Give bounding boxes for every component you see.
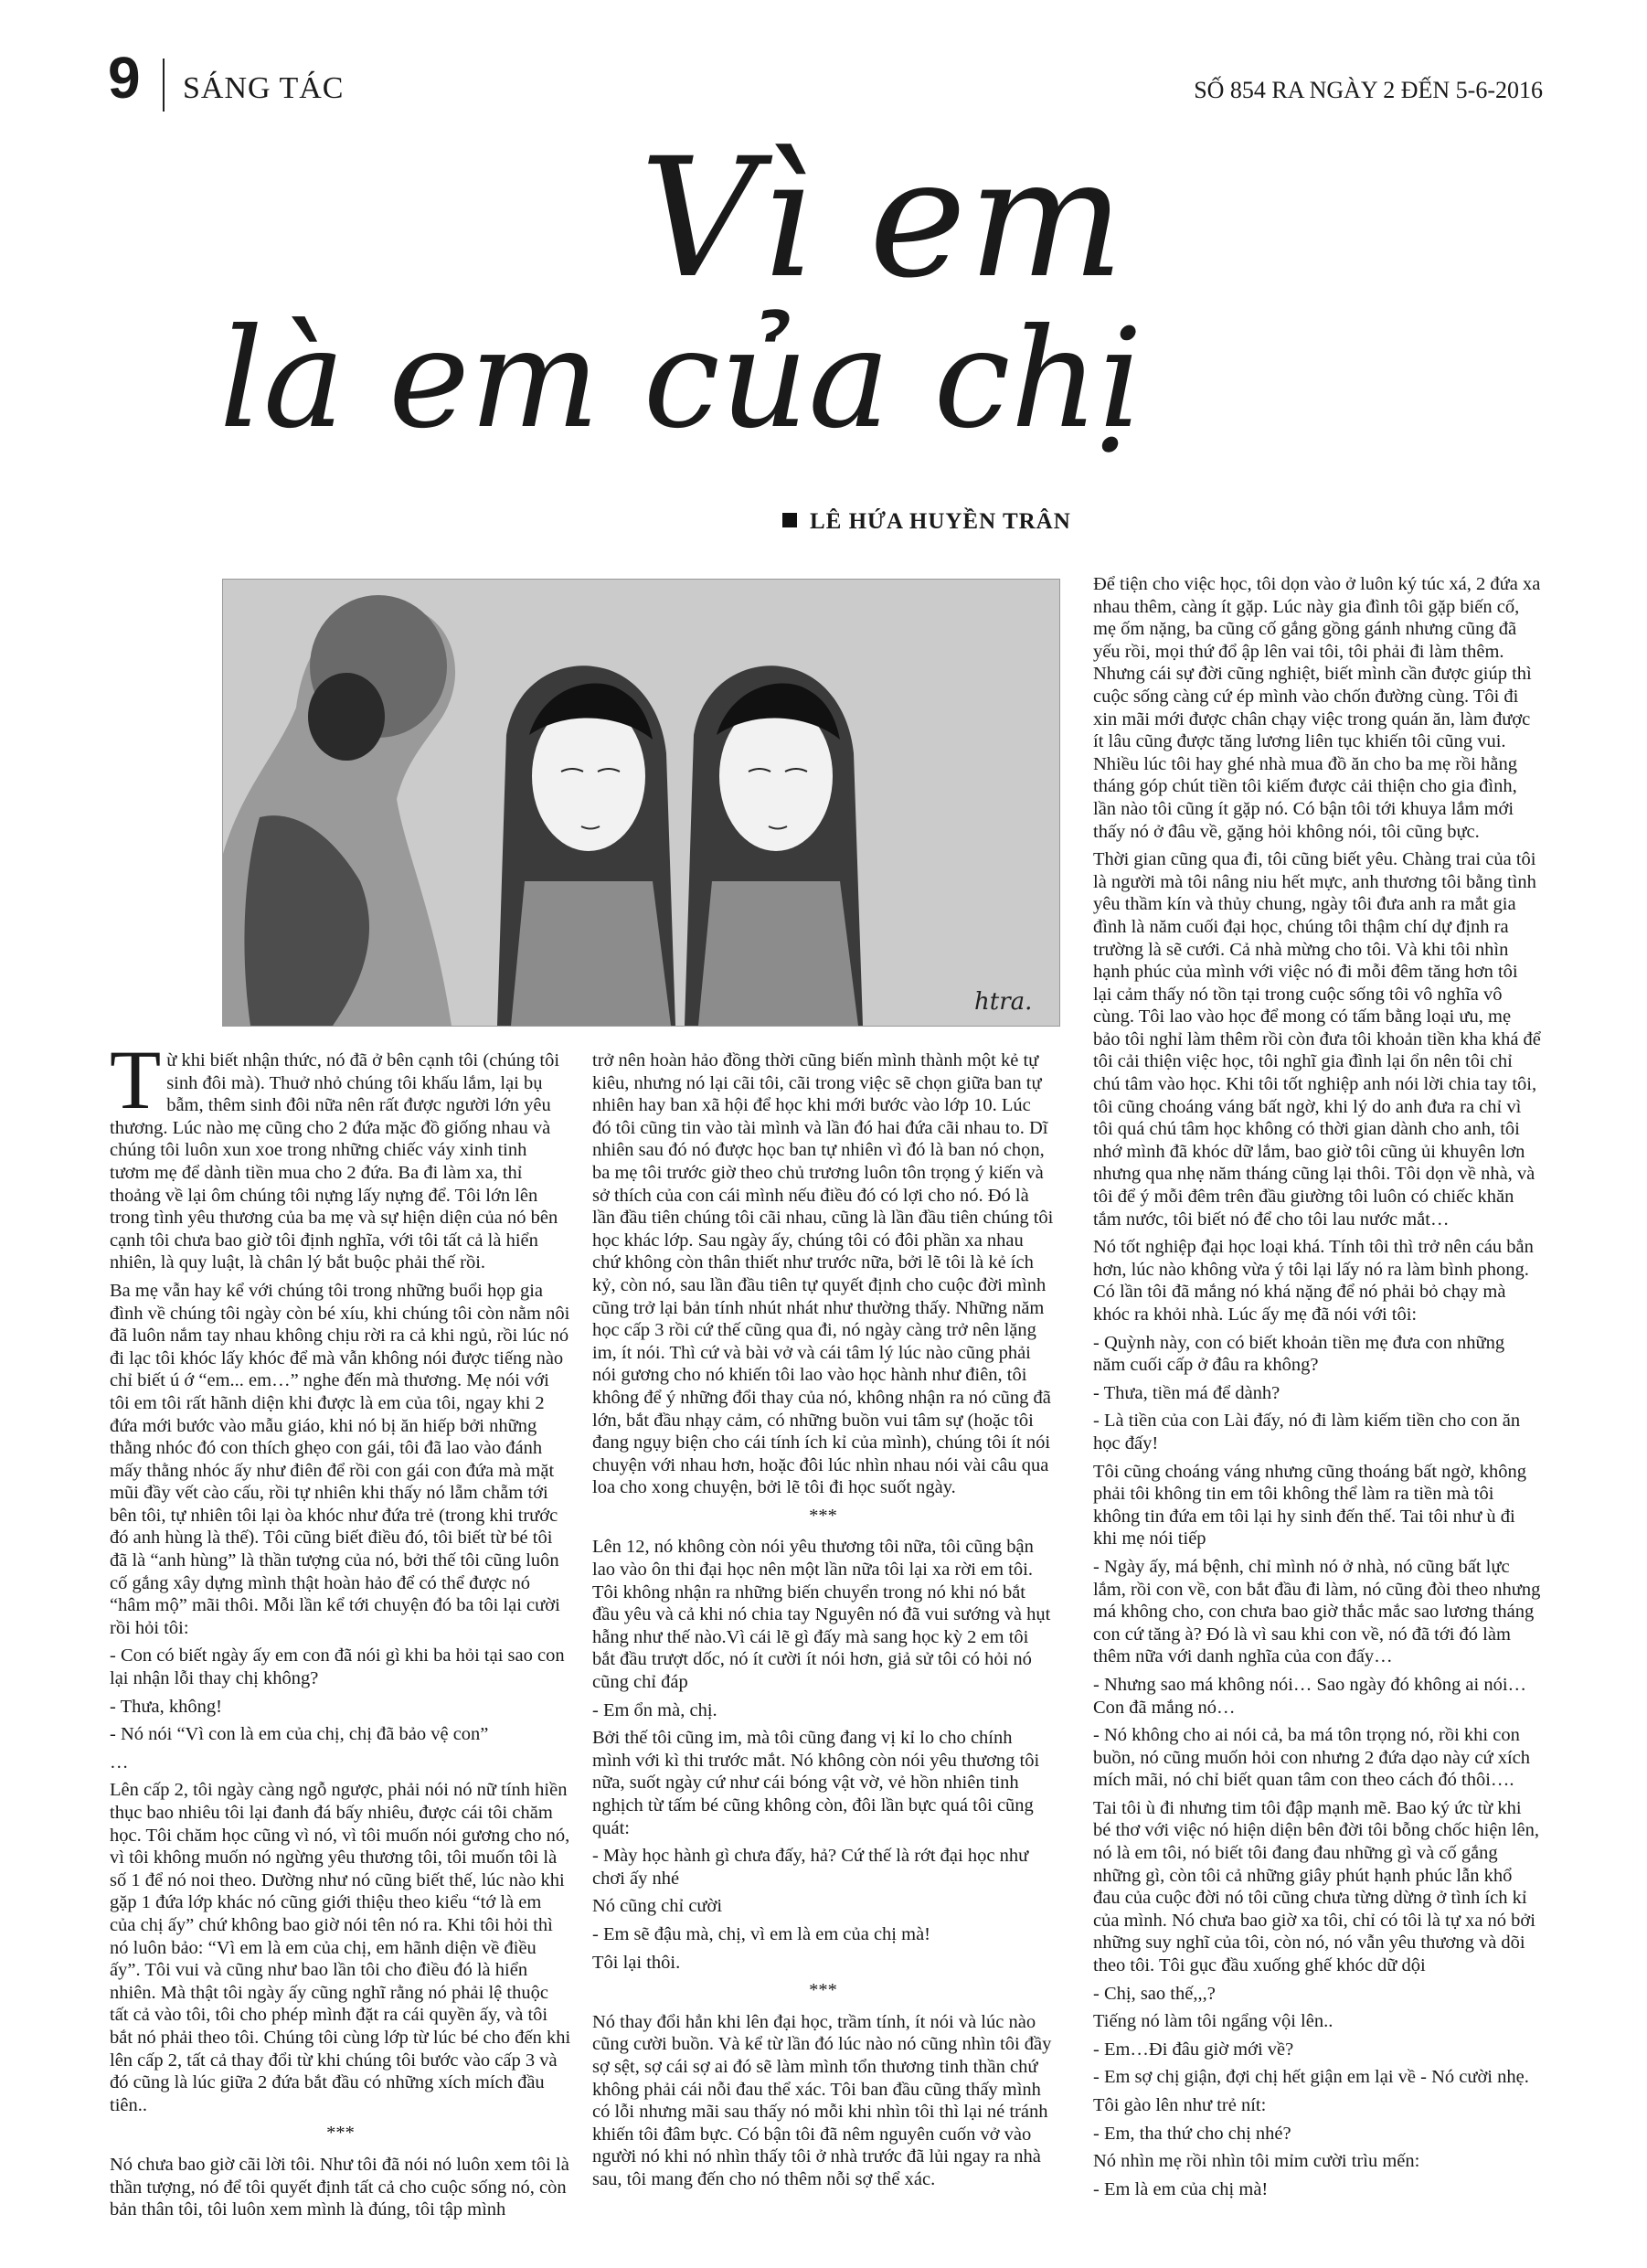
paragraph: - Nó nói “Vì con là em của chị, chị đã bảo vệ con” <box>110 1724 489 1745</box>
paragraph: - Là tiền của con Lài đấy, nó đi làm kiếm tiền cho con ăn học đấy! <box>1093 1411 1521 1453</box>
paragraph: - Em sợ chị giận, đợi chị hết giận em lại về - Nó cười nhẹ. <box>1093 2067 1529 2088</box>
author-name: LÊ HỨA HUYỀN TRÂN <box>810 509 1071 534</box>
paragraph: - Ngày ấy, má bệnh, chỉ mình nó ở nhà, nó cũng bất lực lắm, rồi con về, con bắt đầu đi làm, nó cũng đòi theo nhưng má không cho, con chưa bao giờ thắc mắc sao lương tháng con cứ tăng à? Đó là vì sau khi con về, nó đã tới đó làm thêm nữa với danh nghĩa của con đấy… <box>1093 1556 1541 1667</box>
paragraph: Tai tôi ù đi nhưng tim tôi đập mạnh mẽ. Bao ký ức từ khi bé thơ với việc nó hiện diện bên đời tôi bỗng chốc hiện lên, nó là em tôi, nó biết tôi đang đau những gì và cố gắng những gì, còn tôi cả những giây phút hạnh phúc lẫn khổ đau của cuộc đời nó tôi cũng chưa từng dừng ở tình ích kỉ của mình. Nó chưa bao giờ xa tôi, chỉ có tôi là tự xa nó bởi những suy nghĩ của tôi, còn nó, nó vẫn yêu thương và dõi theo tôi. Tôi gục đầu xuống ghế khóc dữ dội <box>1093 1797 1539 1976</box>
issue-info: SỐ 854 RA NGÀY 2 ĐẾN 5-6-2016 <box>1194 77 1543 103</box>
column-2 <box>592 1049 1054 2197</box>
article-title <box>219 123 1143 475</box>
column-1 <box>110 1033 571 2227</box>
author-byline <box>782 509 1071 535</box>
paragraph: Bởi thế tôi cũng im, mà tôi cũng đang vị kỉ lo cho chính mình với kì thi trước mắt. Nó không còn nói yêu thương tôi nữa, suốt ngày cứ như cái bóng vật vờ, vẻ hồn nhiên tinh nghịch từ tấm bé cũng không còn, đôi lần bực quá tôi cũng quát: <box>592 1728 1040 1838</box>
paragraph: Nó cũng chỉ cười <box>592 1896 723 1917</box>
section-break: *** <box>809 1980 837 2001</box>
section-break: *** <box>326 2123 355 2144</box>
paragraph: Nó tốt nghiệp đại học loại khá. Tính tôi thì trở nên cáu bẳn hơn, lúc nào không vừa ý tôi lại lấy nó ra làm bình phong. Có lần tôi đã mắng nó khá nặng để nó phải bỏ chạy mà khóc ra khỏi nhà. Lúc ấy mẹ đã nói với tôi: <box>1093 1237 1534 1325</box>
paragraph: - Em là em của chị mà! <box>1093 2178 1269 2199</box>
paragraph: Từ khi biết nhận thức, nó đã ở bên cạnh tôi (chúng tôi sinh đôi mà). Thuở nhỏ chúng tôi khấu lắm, lại bụ bẫm, thêm sinh đôi nữa nên rất được người lớn yêu thương. Lúc nào mẹ cũng cho 2 đứa mặc đồ giống nhau và chúng tôi luôn xun xoe trong những chiếc váy xinh tinh tươm mẹ để dành tiền mua cho 2 đứa. Ba đi làm xa, thỉ thoảng về lại ôm chúng tôi nựng lấy nựng để. Tôi lớn lên trong tình yêu thương của ba mẹ và sự hiện diện của nó bên cạnh tôi chưa bao giờ tôi định nghĩa, với tôi tất cả là hiển nhiên, là quy luật, là chân lý bắt buộc phải thế rồi. <box>110 1033 560 1273</box>
illustration-drawing <box>223 580 1059 1026</box>
paragraph: Tiếng nó làm tôi ngẩng vội lên.. <box>1093 2011 1334 2032</box>
paragraph: Ba mẹ vẫn hay kể với chúng tôi trong những buổi họp gia đình về chúng tôi ngày còn bé xíu, khi chúng tôi còn nằm nôi đã luôn nắm tay nhau không chịu rời ra cả khi ngủ, rồi lúc nó đi lạc tôi khóc lấy khóc để mà vẫn không nói được tiếng nào chỉ biết ú ớ “em... em…” nghe đến mà thương. Mẹ nói với tôi em tôi rất hãnh diện khi được là em của tôi, ngay khi 2 đứa mới bước vào mẫu giáo, khi nó bị ăn hiếp bởi những thằng nhóc đó con thích ghẹo con gái, tôi đã lao vào đánh mấy thằng nhóc ấy như điên để rồi con gái con đứa mà mặt mũi đầy vết cào cấu, rồi tự nhiên khi thấy nó lẵm chẵm tới bên tôi, tự nhiên tôi lại òa khóc như đứa trẻ (trong khi trước đó anh hùng là thế). Tôi cũng biết điều đó, tôi biết từ bé tôi đã là “anh hùng” là thần tượng của nó, bởi thế tôi cũng luôn cố gắng xây dựng mình thật hoàn hảo để có thể được nó “hâm mộ” mãi thôi. Mỗi lần kể tới chuyện đó ba tôi lại cười rồi hỏi tôi: <box>110 1280 570 1638</box>
article-illustration <box>222 579 1060 1027</box>
paragraph: trở nên hoàn hảo đồng thời cũng biến mình thành một kẻ tự kiêu, nhưng nó lại cãi tôi, cãi trong việc sẽ chọn giữa ban tự nhiên hay ban xã hội để học khi mới bước vào lớp 10. Lúc đó tôi cũng tin vào tài mình và lần đó hai đứa cãi nhau to. Dĩ nhiên sau đó nó được học ban tự nhiên vì đó là ban nó chọn, ba mẹ tôi trước giờ theo chủ trương luôn tôn trọng ý kiến và sở thích của con cái mình nếu điều đó có lợi cho nó. Đó là lần đầu tiên chúng tôi cãi nhau, cũng là lần đầu tiên chúng tôi học khác lớp. Sau ngày ấy, chúng tôi có đôi phần xa nhau chứ không còn thân thiết như trước nữa, bởi lẽ tôi là kẻ ích kỷ, còn nó, sau lần đầu tiên tự quyết định cho cuộc đời mình cũng trở lại bản tính nhút nhát như thường thấy. Những năm học cấp 3 rồi cứ thế cũng qua đi, nó ngày càng trở nên lặng im, ít nói. Thì cứ và bài vở và cái tâm lý lúc nào cũng phải nói gương cho nó khiến tôi lao vào học hành như điên, tôi không để ý những đổi thay của nó, không nhận ra nó cũng đã lớn, bắt đầu nhạy cảm, có những buồn vui tâm sự (hoặc tôi đang ngụy biện cho cái tính ích kỉ của mình), chúng tôi ít nói chuyện với nhau hơn, hoặc đôi lúc nhìn nhau nói vài câu qua loa cho xong chuyện, bởi lẽ tôi đi học suốt ngày. <box>592 1050 1054 1498</box>
illustration-signature: htra. <box>974 988 1033 1016</box>
paragraph: - Thưa, không! <box>110 1696 222 1717</box>
page-header <box>108 45 1543 115</box>
title-line-1: Vì em <box>640 123 1126 314</box>
paragraph: - Em sẽ đậu mà, chị, vì em là em của chị mà! <box>592 1923 931 1944</box>
header-divider <box>163 59 165 112</box>
paragraph: Thời gian cũng qua đi, tôi cũng biết yêu. Chàng trai của tôi là người mà tôi nâng niu hết mực, anh thương tôi bằng tình yêu thầm kín và thủy chung, ngày tôi đưa anh ra mắt gia đình là năm cuối đại học, chúng tôi thậm chí dự định ra trường là sẽ cưới. Cả nhà mừng cho tôi. Và khi tôi nhìn hạnh phúc của mình với việc nó đi mỗi đêm tăng hơn tôi lại cảm thấy nó tồn tại trong cuộc sống tôi vô nghĩa vô cùng. Tôi lao vào học để mong có tấm bằng loại ưu, mẹ bảo tôi nghỉ làm thêm rồi còn đưa tôi khoản tiền kha khá để tôi cải thiện việc học, tôi nghĩ gia đình lại ổn nên tôi chỉ chú tâm vào học. Khi tôi tốt nghiệp anh nói lời chia tay tôi, tôi cũng choáng váng bất ngờ, khi lý do anh đưa ra chỉ vì tôi quá chú tâm học không có thời gian dành cho anh, tôi nhớ mình đã khóc dữ lắm, bao giờ tôi cũng ủi khuyên lơn nhưng qua nhẹ năm tháng cũng lại thôi. Tôi dọn về nhà, và tôi để ý mỗi đêm trên đầu giường tôi luôn có chiếc khăn tắm nước, tôi biết nó để cho tôi lau nước mắt… <box>1093 849 1541 1230</box>
byline-bullet-icon <box>782 513 797 527</box>
paragraph: - Mày học hành gì chưa đấy, hả? Cứ thế là rớt đại học như chơi ấy nhé <box>592 1846 1029 1889</box>
column-3 <box>1093 573 1541 2206</box>
paragraph: - Thưa, tiền má để dành? <box>1093 1382 1280 1403</box>
paragraph: Để tiện cho việc học, tôi dọn vào ở luôn ký túc xá, 2 đứa xa nhau thêm, càng ít gặp. Lúc này gia đình tôi gặp biến cố, mẹ ốm nặng, ba cũng cố gắng gồng gánh nhưng cũng đã yếu rồi, mọi thứ đổ ập lên vai tôi, tôi phải đi làm thêm. Nhưng cái sự đời cũng nghiệt, biết mình cần được giúp thì cuộc sống càng cứ ép mình vào chốn đường cùng. Tôi đi xin mãi mới được chân chạy việc trong quán ăn, làm được ít lâu cũng được tăng lương liên tục khiến tôi cũng vui. Nhiều lúc tôi hay ghé nhà mua đồ ăn cho ba mẹ rồi hằng tháng góp chút tiền tôi kiếm được cải thiện cho gia đình, lần nào tôi cũng ít gặp nó. Có bận tôi tới khuya lắm mới thấy nó ở đâu về, gặng hỏi không nói, tôi cũng bực. <box>1093 574 1541 842</box>
title-line-2: là em của chị <box>219 300 1143 459</box>
paragraph: Tôi lại thôi. <box>592 1952 681 1973</box>
paragraph: - Chị, sao thế,,,? <box>1093 1983 1216 2004</box>
paragraph: Tôi cũng choáng váng nhưng cũng thoáng bất ngờ, không phải tôi không tin em tôi không thể làm ra tiền mà tôi không tin đứa em tôi lại hy sinh đến thế. Tai tôi như ù đi khi mẹ nói tiếp <box>1093 1461 1527 1549</box>
paragraph: - Em…Đi đâu giờ mới về? <box>1093 2039 1294 2060</box>
paragraph: Tôi gào lên như trẻ nít: <box>1093 2095 1267 2115</box>
paragraph: - Nó không cho ai nói cả, ba má tôn trọng nó, rồi khi con buồn, nó cũng muốn hỏi con nhưng 2 đứa dạo này cứ xích mích mãi, nó chỉ biết quan tâm con theo cách đó thôi…. <box>1093 1725 1530 1791</box>
page-number: 9 <box>108 45 142 111</box>
paragraph: Lên cấp 2, tôi ngày càng ngỗ ngược, phải nói nó nữ tính hiền thục bao nhiêu tôi lại đanh đá bấy nhiêu, được cái tôi chăm học. Tôi chăm học cũng vì nó, vì tôi muốn nói gương cho nó, vì tôi không muốn nó ngừng yêu thương tôi, tôi muốn tôi là số 1 để nó noi theo. Dường như nó cũng biết thế, lúc nào khi gặp 1 đứa lớp khác nó cũng giới thiệu theo kiểu “tớ là em của chị ấy” chứ không bao giờ nói tên nó ra. Khi tôi hỏi thì nó luôn bảo: “Vì em là em của chị, em hãnh diện về điều ấy”. Tôi vui và cũng như bao lần tôi cho điều đó là hiển nhiên. Mà thật tôi ngày ấy cũng nghĩ rằng nó phải lệ thuộc tất cả vào tôi, tôi cho phép mình đặt ra cái quyền ấy, và tôi bắt nó phải theo tôi. Chúng tôi cùng lớp từ lúc bé cho đến khi lên cấp 2, tất cả thay đổi từ khi chúng tôi bước vào cấp 3 và đó cũng là lúc giữa 2 đứa bắt đầu có những xích mích đầu tiên.. <box>110 1780 571 2115</box>
paragraph: Lên 12, nó không còn nói yêu thương tôi nữa, tôi cũng bận lao vào ôn thi đại học nên một lần nữa tôi lại xa rời em tôi. Tôi không nhận ra những biến chuyển trong nó khi nó bắt đầu yêu và cả khi nó chia tay Nguyên nó đã vui sướng và hụt hẫng như thế nào.Vì cái lẽ gì đấy mà sang học kỳ 2 em tôi bắt đầu trượt dốc, nó ít cười ít nói hơn, giả sử tôi có hỏi nó cũng chỉ đáp <box>592 1537 1051 1693</box>
paragraph: Nó thay đổi hẳn khi lên đại học, trầm tính, ít nói và lúc nào cũng cười buồn. Và kể từ lần đó lúc nào nó cũng nhìn tôi đầy sợ sệt, sợ cái sợ ai đó sẽ làm mình tổn thương tinh thần chứ không phải cái nỗi đau thể xác. Tôi ban đầu cũng thấy mình có lỗi nhưng mãi sau thấy nó mỗi khi nhìn tôi thì lại né tránh khiến tôi đâm bực. Có bận tôi đã nêm nguyên cuốn vở vào người nó khi nó nhìn thấy tôi ở nhà trước đã lủi ngay ra nhà sau, tôi mang đến cho nó thêm nỗi sợ thể xác. <box>592 2011 1052 2189</box>
section-label: SÁNG TÁC <box>183 71 345 105</box>
paragraph: … <box>110 1752 129 1773</box>
paragraph: - Nhưng sao má không nói… Sao ngày đó không ai nói… Con đã mắng nó… <box>1093 1674 1527 1718</box>
paragraph: - Quỳnh này, con có biết khoản tiền mẹ đưa con những năm cuối cấp ở đâu ra không? <box>1093 1332 1505 1376</box>
section-break: *** <box>809 1505 837 1526</box>
drop-cap: T <box>110 1033 162 1126</box>
paragraph: Nó chưa bao giờ cãi lời tôi. Như tôi đã nói nó luôn xem tôi là thần tượng, nó để tôi quyết định tất cả cho cuộc sống nó, còn bản thân tôi, tôi luôn xem mình là đúng, tôi tập mình <box>110 2154 569 2220</box>
paragraph: Nó nhìn mẹ rồi nhìn tôi mỉm cười trìu mến: <box>1093 2151 1420 2172</box>
paragraph: - Em, tha thứ cho chị nhé? <box>1093 2123 1291 2144</box>
paragraph: - Em ổn mà, chị. <box>592 1699 717 1720</box>
paragraph: - Con có biết ngày ấy em con đã nói gì khi ba hỏi tại sao con lại nhận lỗi thay chị không? <box>110 1645 565 1689</box>
